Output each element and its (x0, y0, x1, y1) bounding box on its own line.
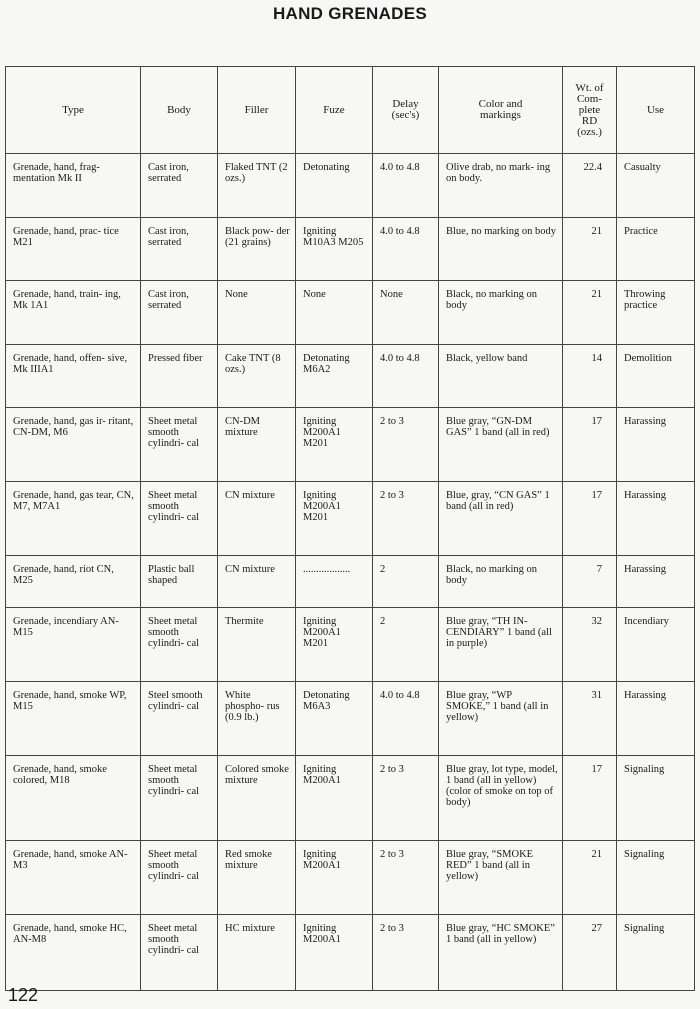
table-cell: 2 to 3 (373, 841, 439, 915)
table-row (6, 756, 695, 841)
table-cell: 17 (563, 408, 617, 482)
table-cell: Signaling (617, 915, 695, 991)
table-cell: HC mixture (218, 915, 296, 991)
table-cell: Cast iron, serrated (141, 218, 218, 281)
table-cell: Blue gray, lot type, model, 1 band (all in yellow) (color of smoke on top of body) (439, 756, 563, 841)
table-cell: Cast iron, serrated (141, 154, 218, 218)
table-cell: Harassing (617, 408, 695, 482)
table-cell: Plastic ball shaped (141, 556, 218, 608)
table-cell: 2 (373, 556, 439, 608)
table-cell: Grenade, hand, riot CN, M25 (6, 556, 141, 608)
table-row (6, 408, 695, 482)
table-cell: Black pow- der (21 grains) (218, 218, 296, 281)
table-cell: Igniting M200A1 M201 (296, 482, 373, 556)
table-cell: Sheet metal smooth cylindri- cal (141, 408, 218, 482)
table-cell: Steel smooth cylindri- cal (141, 682, 218, 756)
table-cell: Casualty (617, 154, 695, 218)
table-cell: Blue gray, “HC SMOKE” 1 band (all in yellow) (439, 915, 563, 991)
table-cell: Grenade, hand, prac- tice M21 (6, 218, 141, 281)
table-cell: CN mixture (218, 482, 296, 556)
column-header: Filler (218, 67, 296, 154)
table-cell: 2 (373, 608, 439, 682)
column-header: Wt. of Com- plete RD (ozs.) (563, 67, 617, 154)
table-cell: Sheet metal smooth cylindri- cal (141, 756, 218, 841)
table-cell: 17 (563, 756, 617, 841)
table-cell: Igniting M10A3 M205 (296, 218, 373, 281)
table-cell: Grenade, hand, smoke WP, M15 (6, 682, 141, 756)
header-row (6, 67, 695, 154)
column-header: Fuze (296, 67, 373, 154)
column-header: Delay (sec's) (373, 67, 439, 154)
table-cell: Blue gray, “WP SMOKE,” 1 band (all in yellow) (439, 682, 563, 756)
table-cell: Igniting M200A1 M201 (296, 408, 373, 482)
table-cell: Cake TNT (8 ozs.) (218, 345, 296, 408)
table-row (6, 915, 695, 991)
table-cell: 2 to 3 (373, 482, 439, 556)
table-cell: Sheet metal smooth cylindri- cal (141, 482, 218, 556)
table-cell: 4.0 to 4.8 (373, 218, 439, 281)
table-cell: .................. (296, 556, 373, 608)
table-row (6, 608, 695, 682)
table-cell: Blue, no marking on body (439, 218, 563, 281)
table-cell: Flaked TNT (2 ozs.) (218, 154, 296, 218)
table-cell: Igniting M200A1 M201 (296, 608, 373, 682)
table-cell: Practice (617, 218, 695, 281)
table-cell: CN-DM mixture (218, 408, 296, 482)
table-row (6, 682, 695, 756)
table-cell: Detonating M6A2 (296, 345, 373, 408)
column-header: Body (141, 67, 218, 154)
table-cell: Sheet metal smooth cylindri- cal (141, 841, 218, 915)
table-cell: Blue gray, “GN-DM GAS” 1 band (all in red) (439, 408, 563, 482)
table-cell: Grenade, incendiary AN-M15 (6, 608, 141, 682)
table-cell: Signaling (617, 756, 695, 841)
table-cell: None (296, 281, 373, 345)
table-cell: Black, no marking on body (439, 556, 563, 608)
table-cell: Demolition (617, 345, 695, 408)
table-cell: Detonating M6A3 (296, 682, 373, 756)
table-cell: 21 (563, 218, 617, 281)
table-row (6, 281, 695, 345)
table-cell: None (373, 281, 439, 345)
table-cell: Igniting M200A1 (296, 756, 373, 841)
table-cell: Black, yellow band (439, 345, 563, 408)
table-cell: Grenade, hand, train- ing, Mk 1A1 (6, 281, 141, 345)
page-title: HAND GRENADES (272, 4, 428, 23)
table-cell: CN mixture (218, 556, 296, 608)
table-cell: 2 to 3 (373, 408, 439, 482)
table-cell: Throwing practice (617, 281, 695, 345)
table-cell: Colored smoke mixture (218, 756, 296, 841)
table-cell: Grenade, hand, gas ir- ritant, CN-DM, M6 (6, 408, 141, 482)
table-cell: 31 (563, 682, 617, 756)
table-cell: 4.0 to 4.8 (373, 682, 439, 756)
table-cell: 7 (563, 556, 617, 608)
table-cell: Black, no marking on body (439, 281, 563, 345)
table-cell: Harassing (617, 482, 695, 556)
table-row (6, 556, 695, 608)
table-cell: 14 (563, 345, 617, 408)
table-cell: Blue, gray, “CN GAS” 1 band (all in red) (439, 482, 563, 556)
table-cell: None (218, 281, 296, 345)
table-cell: 2 to 3 (373, 915, 439, 991)
table-cell: Grenade, hand, frag- mentation Mk II (6, 154, 141, 218)
table-cell: Igniting M200A1 (296, 841, 373, 915)
table-cell: 4.0 to 4.8 (373, 154, 439, 218)
table-cell: Blue gray, “TH IN- CENDIARY” 1 band (all in purple) (439, 608, 563, 682)
table-cell: Grenade, hand, gas tear, CN, M7, M7A1 (6, 482, 141, 556)
table-row (6, 345, 695, 408)
table-cell: Grenade, hand, offen- sive, Mk IIIA1 (6, 345, 141, 408)
page-number: 122 (8, 985, 39, 1005)
table-cell: Red smoke mixture (218, 841, 296, 915)
table-cell: 21 (563, 281, 617, 345)
table-cell: Signaling (617, 841, 695, 915)
table-cell: 17 (563, 482, 617, 556)
table-cell: White phospho- rus (0.9 lb.) (218, 682, 296, 756)
table-cell: Harassing (617, 682, 695, 756)
table-cell: 32 (563, 608, 617, 682)
table-cell: Detonating (296, 154, 373, 218)
table-cell: Sheet metal smooth cylindri- cal (141, 608, 218, 682)
table-row (6, 154, 695, 218)
table-cell: Incendiary (617, 608, 695, 682)
table-cell: 21 (563, 841, 617, 915)
table-cell: Cast iron, serrated (141, 281, 218, 345)
column-header: Use (617, 67, 695, 154)
table-cell: 22.4 (563, 154, 617, 218)
table-row (6, 841, 695, 915)
column-header: Color and markings (439, 67, 563, 154)
table-cell: Olive drab, no mark- ing on body. (439, 154, 563, 218)
table-cell: 2 to 3 (373, 756, 439, 841)
table-cell: Igniting M200A1 (296, 915, 373, 991)
table-cell: Grenade, hand, smoke colored, M18 (6, 756, 141, 841)
table-cell: Grenade, hand, smoke HC, AN-M8 (6, 915, 141, 991)
table-cell: 4.0 to 4.8 (373, 345, 439, 408)
grenade-table (5, 66, 695, 991)
column-header: Type (6, 67, 141, 154)
table-row (6, 218, 695, 281)
table-cell: 27 (563, 915, 617, 991)
table-cell: Grenade, hand, smoke AN-M3 (6, 841, 141, 915)
table-cell: Thermite (218, 608, 296, 682)
table-cell: Blue gray, “SMOKE RED” 1 band (all in yellow) (439, 841, 563, 915)
table-row (6, 482, 695, 556)
table-cell: Harassing (617, 556, 695, 608)
table-cell: Pressed fiber (141, 345, 218, 408)
table-cell: Sheet metal smooth cylindri- cal (141, 915, 218, 991)
